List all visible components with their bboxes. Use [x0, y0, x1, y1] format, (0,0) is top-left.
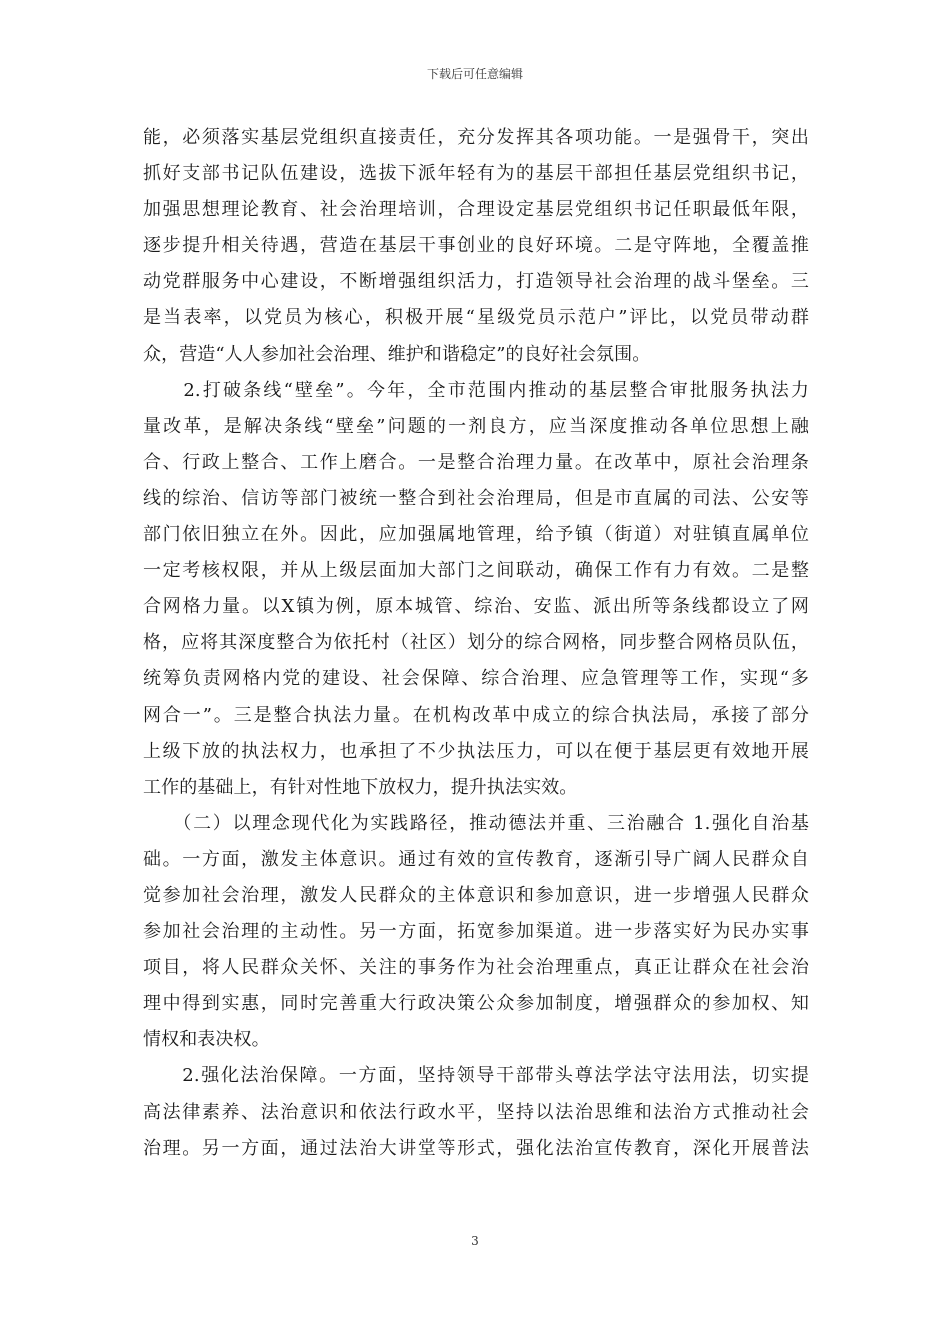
- text-line: 网合一”。三是整合执法力量。在机构改革中成立的综合执法局，承接了部分: [143, 704, 809, 726]
- text-line: 参加社会治理的主动性。另一方面，拓宽参加渠道。进一步落实好为民办实事: [143, 921, 809, 943]
- page-header-note: 下载后可任意编辑: [426, 67, 523, 81]
- text-line: 项目，将人民群众关怀、关注的事务作为社会治理重点，真正让群众在社会治: [143, 957, 809, 979]
- text-line: 合网格力量。以X镇为例，原本城管、综治、安监、派出所等条线都设立了网: [143, 596, 809, 618]
- text-line: 工作的基础上，有针对性地下放权力，提升执法实效。: [143, 776, 578, 798]
- text-line: 合、行政上整合、工作上磨合。一是整合治理力量。在改革中，原社会治理条: [143, 451, 809, 473]
- text-line: 众，营造“人人参加社会治理、维护和谐稳定”的良好社会氛围。: [143, 343, 651, 365]
- text-line: 逐步提升相关待遇，营造在基层干事创业的良好环境。二是守阵地，全覆盖推: [143, 235, 809, 257]
- text-line: 高法律素养、法治意识和依法行政水平，坚持以法治思维和法治方式推动社会: [143, 1101, 809, 1123]
- text-line: 部门依旧独立在外。因此，应加强属地管理，给予镇（街道）对驻镇直属单位: [143, 524, 809, 546]
- text-line: 线的综治、信访等部门被统一整合到社会治理局，但是市直属的司法、公安等: [143, 487, 809, 509]
- text-line: 统筹负责网格内党的建设、社会保障、综合治理、应急管理等工作，实现“多: [143, 668, 809, 690]
- text-line: 情权和表决权。: [143, 1029, 270, 1051]
- text-line: 加强思想理论教育、社会治理培训，合理设定基层党组织书记任职最低年限，: [143, 199, 809, 221]
- text-line: 能，必须落实基层党组织直接责任，充分发挥其各项功能。一是强骨干，突出: [143, 127, 809, 148]
- text-line: （二）以理念现代化为实践路径，推动德法并重、三治融合 1.强化自治基: [143, 812, 809, 834]
- text-line: 是当表率，以党员为核心，积极开展“星级党员示范户”评比，以党员带动群: [143, 307, 809, 329]
- text-line: 量改革，是解决条线“壁垒”问题的一剂良方，应当深度推动各单位思想上融: [143, 415, 809, 437]
- text-line: 动党群服务中心建设，不断增强组织活力，打造领导社会治理的战斗堡垒。三: [143, 271, 809, 293]
- text-line: 2.打破条线“壁垒”。今年，全市范围内推动的基层整合审批服务执法力: [143, 379, 809, 401]
- text-line: 2.强化法治保障。一方面，坚持领导干部带头尊法学法守法用法，切实提: [143, 1065, 809, 1087]
- text-line: 抓好支部书记队伍建设，选拔下派年轻有为的基层干部担任基层党组织书记，: [143, 163, 809, 185]
- document-body: [143, 120, 809, 1167]
- text-line: 觉参加社会治理，激发人民群众的主体意识和参加意识，进一步增强人民群众: [143, 884, 809, 906]
- text-line: 格，应将其深度整合为依托村（社区）划分的综合网格，同步整合网格员队伍，: [143, 632, 809, 654]
- page-number: 3: [471, 1234, 479, 1248]
- text-line: 治理。另一方面，通过法治大讲堂等形式，强化法治宣传教育，深化开展普法: [143, 1137, 809, 1159]
- text-line: 上级下放的执法权力，也承担了不少执法压力，可以在便于基层更有效地开展: [143, 740, 809, 762]
- text-line: 理中得到实惠，同时完善重大行政决策公众参加制度，增强群众的参加权、知: [143, 993, 809, 1015]
- text-line: 础。一方面，激发主体意识。通过有效的宣传教育，逐渐引导广阔人民群众自: [143, 848, 809, 870]
- text-line: 一定考核权限，并从上级层面加大部门之间联动，确保工作有力有效。二是整: [143, 560, 809, 582]
